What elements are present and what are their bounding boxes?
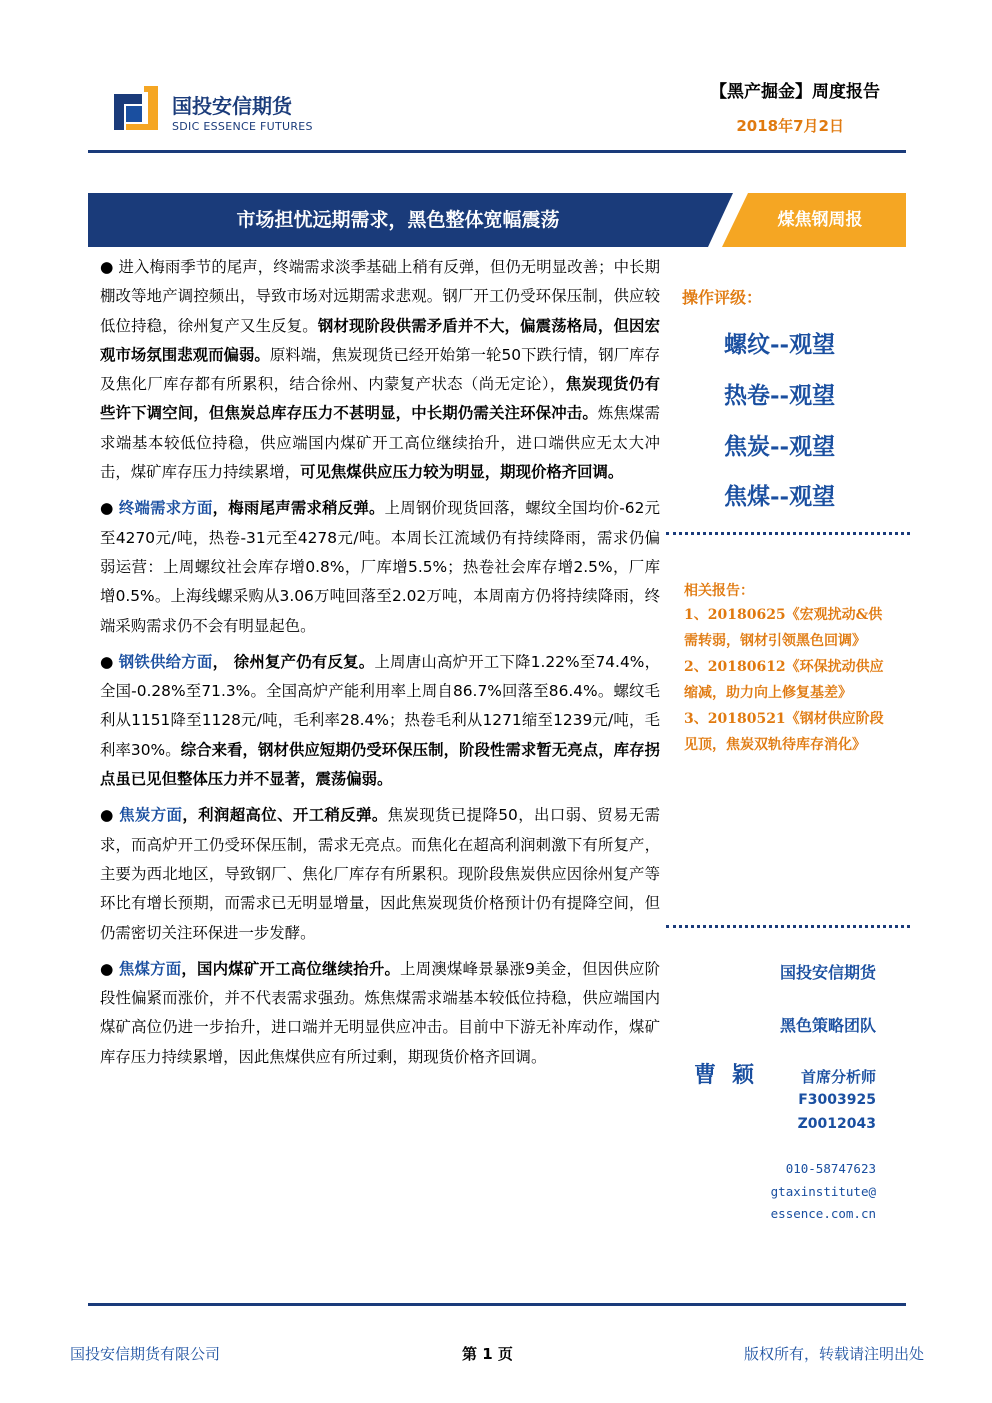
report-type: 【黑产掘金】周度报告	[710, 82, 880, 102]
main-content	[100, 253, 660, 1079]
certificate-number: Z0012043	[797, 1116, 876, 1132]
report-date: 2018年7月2日	[736, 117, 844, 135]
text-run-bold: 综合来看，钢材供应短期仍受环保压制，阶段性需求暂无亮点，库存拐点虽已见但整体压力并不显著，震荡偏弱。	[100, 740, 660, 789]
steel-supply-paragraph	[100, 648, 660, 794]
team-name: 黑色策略团队	[779, 1016, 876, 1035]
text-run: 原料端，焦炭现货已经开始第一轮50下跌行情，钢厂库存及焦化厂库存都有所累积，结合徐州、内蒙复产状态（尚无定论），	[100, 345, 660, 394]
certificate-number: F3003925	[798, 1092, 876, 1108]
logo-text-cn: 国投安信期货	[172, 94, 292, 118]
report-title: 市场担忧远期需求，黑色整体宽幅震荡	[236, 209, 560, 231]
section-heading-steel-supply: 钢铁供给方面	[118, 652, 213, 671]
logo-text-en: SDIC ESSENCE FUTURES	[172, 120, 313, 133]
section-heading-coking-coal: 焦煤方面	[118, 959, 182, 978]
report-category-tag: 煤焦钢周报	[777, 210, 863, 230]
related-report-link[interactable]: 2、20180612《环保扰动供应缩减，助力向上修复基差》	[684, 658, 884, 701]
copyright-notice: 版权所有，转载请注明出处	[743, 1345, 924, 1363]
contact-email[interactable]: gtaxinstitute@	[770, 1184, 876, 1199]
rating-rebar: 螺纹--观望	[724, 331, 836, 358]
rating-coking-coal: 焦煤--观望	[724, 483, 836, 510]
bullet: ●	[100, 806, 120, 825]
text-run: ● 进入梅雨季节的尾声，终端需求淡季基础上稍有反弹，但仍无明显改善；中长期棚改等地产调控频出，导致市场对远期需求悲观。钢厂开工仍受环保压制，供应较低位持稳，徐州复产又生反复。	[100, 258, 660, 335]
company-name: 国投安信期货	[779, 963, 876, 982]
analyst-name: 曹颖	[694, 1062, 771, 1088]
text-run-bold: ，利润超高位、开工稍反弹。	[182, 806, 388, 825]
related-report-link[interactable]: 3、20180521《钢材供应阶段见顶，焦炭双轨待库存消化》	[684, 710, 884, 753]
coking-coal-paragraph	[100, 955, 660, 1072]
sidebar-divider	[666, 925, 910, 928]
related-report-link[interactable]: 1、20180625《宏观扰动&供需转弱，钢材引领黑色回调》	[684, 607, 883, 649]
section-heading-demand: 终端需求方面	[118, 499, 213, 518]
related-reports-label: 相关报告：	[684, 583, 754, 599]
rating-hot-coil: 热卷--观望	[724, 382, 836, 409]
coke-paragraph	[100, 801, 660, 947]
text-run-bold: ，梅雨尾声需求稍反弹。	[212, 499, 385, 518]
rating-coke: 焦炭--观望	[724, 433, 836, 460]
text-run: 上周钢价现货回落，螺纹全国均价-62元至4270元/吨，热卷-31元至4278元/吨。本周长江流域仍有持续降雨，需求仍偏弱运营：上周螺纹社会库存增0.8%，厂库增5.5%；热卷社会库存增2.5%，厂库增0.5%。上海线螺采购从3.06万吨回落至2.02万吨，本周南方仍将持续降雨，终端采购需求仍不会有明显起色。	[100, 499, 660, 635]
analyst-title: 首席分析师	[800, 1068, 876, 1086]
section-heading-coke: 焦炭方面	[119, 806, 183, 825]
footer-company: 国投安信期货有限公司	[70, 1345, 221, 1363]
text-run: 焦炭现货已提降50，出口弱、贸易无需求，而高炉开工仍受环保压制，需求无亮点。而焦化在超高利润刺激下有所复产，主要为西北地区，导致钢厂、焦化厂库存有所累积。现阶段焦炭供应因徐州复产等环比有增长预期，而需求已无明显增量，因此焦炭现货价格预计仍有提降空间，但仍需密切关注环保进一步发酵。	[100, 806, 660, 942]
text-run-bold: 焦炭现货仍有些许下调空间，但焦炭总库存压力不甚明显，中长期仍需关注环保冲击。	[100, 375, 660, 423]
text-run: 上周澳煤峰景暴涨9美金，但因供应阶段性偏紧而涨价，并不代表需求强劲。炼焦煤需求端基本较低位持稳，供应端国内煤矿高位仍进一步抬升，进口端并无明显供应冲击。目前中下游无补库动作，煤矿库存压力持续累增，因此焦煤供应有所过剩，期现货价格齐回调。	[100, 959, 660, 1066]
header-divider	[88, 150, 906, 153]
bullet: ●	[100, 499, 119, 518]
demand-paragraph	[100, 494, 660, 640]
company-logo-icon	[112, 84, 160, 132]
text-run-bold: 钢材现阶段供需矛盾并不大，偏震荡格局，但因宏观市场氛围悲观而偏弱。	[100, 316, 660, 364]
text-run: 上周唐山高炉开工下降1.22%至74.4%，全国-0.28%至71.3%。全国高炉产能利用率上周自86.7%回落至86.4%。螺纹毛利从1151降至1128元/吨，毛利率28.4%；热卷毛利从1271缩至1239元/吨，毛利率30%。	[100, 652, 660, 759]
bullet: ●	[100, 652, 119, 671]
sidebar-divider	[666, 532, 910, 535]
text-run: 炼焦煤需求端基本较低位持稳，供应端国内煤矿开工高位继续抬升，进口端供应无太大冲击，煤矿库存压力持续累增，	[100, 404, 660, 482]
text-run-bold: ，国内煤矿开工高位继续抬升。	[181, 959, 401, 978]
text-run-bold: ， 徐州复产仍有反复。	[212, 652, 375, 671]
related-reports-list	[684, 603, 889, 758]
contact-phone: 010-58747623	[785, 1161, 876, 1176]
bullet: ●	[100, 959, 119, 978]
footer-divider	[88, 1303, 906, 1306]
summary-paragraph	[100, 253, 660, 487]
contact-email-domain[interactable]: essence.com.cn	[770, 1206, 876, 1221]
rating-label: 操作评级：	[682, 288, 763, 307]
text-run-bold: 可见焦煤供应压力较为明显，期现价格齐回调。	[300, 463, 624, 482]
page-number: 第 1 页	[462, 1345, 513, 1363]
